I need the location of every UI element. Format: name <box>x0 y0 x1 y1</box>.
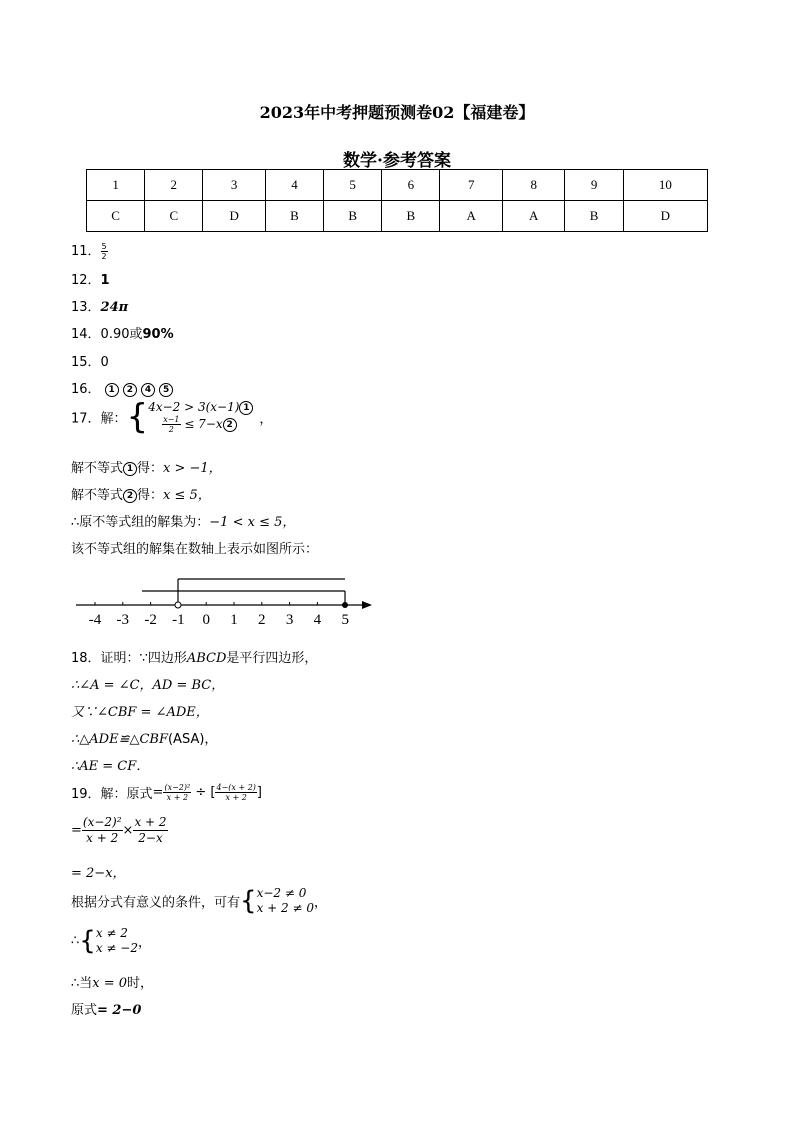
circled-number: 1 <box>123 462 137 476</box>
question-label: 17．解： <box>71 411 127 427</box>
q17-step1: 解不等式 1 得：x > −1， <box>71 461 222 476</box>
answer-table-number-cell: 2 <box>145 170 203 201</box>
answer-table-answer-row <box>87 201 708 232</box>
q17-step2: 解不等式 2 得：x ≤ 5， <box>71 488 211 503</box>
fraction-numerator: 5 <box>101 242 107 251</box>
q17-system: 17．解：{ 4x−2 > 3(x−1) 1 $\frac{x-1}{2}$ ≤ 7−x 2 ， <box>71 397 273 437</box>
answer-15 <box>71 351 109 370</box>
answer-table-number-cell: 5 <box>324 170 382 201</box>
q19-line7: 原式= 2−0 <box>71 1003 142 1018</box>
number-line-tick-label: -4 <box>88 612 102 628</box>
answer-table-number-cell: 10 <box>623 170 707 201</box>
q18-line3: 又∵∠CBF = ∠ADE， <box>71 705 209 720</box>
number-line-tick-label: 0 <box>202 612 210 628</box>
circled-number: 2 <box>123 489 137 503</box>
answer-value-a: 0.90 <box>100 327 130 342</box>
question-label: 13． <box>71 300 101 315</box>
q17-step4: 该不等式组的解集在数轴上表示如图所示： <box>71 542 319 557</box>
answer-table-number-cell: 1 <box>87 170 145 201</box>
page-title: 2023年中考押题预测卷02【福建卷】 <box>259 103 535 122</box>
question-label: 14． <box>71 327 101 342</box>
q19-line1: 19．解：原式= $\frac{\text{(x−2)²}}{x + 2}$ ÷ [ $\frac{4-(x + 2)}{x + 2}$ ] <box>71 783 262 802</box>
question-label: 12． <box>71 273 101 288</box>
number-line-tick-label: -1 <box>172 612 185 628</box>
q19-line5: ∴{ x ≠ 2 x ≠ −2 ， <box>71 926 151 956</box>
answer-table-number-row <box>87 170 708 201</box>
answer-table-number-cell: 3 <box>203 170 266 201</box>
page-subtitle: 数学·参考答案 <box>343 151 451 171</box>
number-line-tick-label: 5 <box>341 612 349 628</box>
fraction: $\frac{\text{(x−2)²}}{x + 2}$ <box>82 815 122 845</box>
inequality-system <box>148 400 253 434</box>
answer-table-number-cell: 9 <box>565 170 623 201</box>
question-label: 11． <box>71 244 101 259</box>
number-line-figure <box>70 570 380 630</box>
or-text: 或 <box>129 327 143 342</box>
answer-table-answer-cell: C <box>145 201 203 232</box>
q19-line6: ∴当x = 0时， <box>71 976 154 991</box>
inequality-1: 4x−2 > 3(x−1) 1 <box>148 400 253 415</box>
q18-line5: ∴AE = CF． <box>71 759 150 774</box>
answer-value: 0 <box>100 355 109 370</box>
answer-table-answer-cell: B <box>265 201 323 232</box>
answer-12 <box>71 269 110 288</box>
circled-number: 2 <box>123 383 137 397</box>
fraction: $\frac{4-(x + 2)}{x + 2}$ <box>216 783 256 802</box>
circled-number: 5 <box>159 383 173 397</box>
answer-table-answer-cell: D <box>623 201 707 232</box>
q19-line3: = 2−x， <box>71 866 126 881</box>
answer-table-answer-cell: B <box>382 201 440 232</box>
fraction <box>101 242 108 261</box>
answer-value: 1 <box>100 273 110 288</box>
answer-table-number-cell: 7 <box>440 170 503 201</box>
answer-table-number-cell: 4 <box>265 170 323 201</box>
q19-line4: 根据分式有意义的条件，可有{ x−2 ≠ 0 x + 2 ≠ 0 ， <box>71 886 327 916</box>
answer-table-number-cell: 8 <box>502 170 565 201</box>
open-point <box>175 602 181 608</box>
answer-table-answer-cell: B <box>565 201 623 232</box>
circled-number: 2 <box>223 418 237 432</box>
circled-number: 4 <box>141 383 155 397</box>
fraction-denominator: 2 <box>101 252 107 261</box>
question-label: 15． <box>71 355 101 370</box>
number-line-tick-label: -2 <box>144 612 157 628</box>
answer-14 <box>71 323 174 342</box>
q18-line1: 18．证明：∵四边形ABCD是平行四边形， <box>71 651 318 666</box>
answer-11 <box>71 240 108 261</box>
fraction: $\frac{x + 2}{2-x}$ <box>134 815 167 845</box>
fraction: $\frac{\text{(x−2)²}}{x + 2}$ <box>164 783 191 802</box>
q18-line2: ∴∠A = ∠C，AD = BC， <box>71 678 225 693</box>
q18-line4: ∴△ADE≌△CBF(ASA)， <box>71 732 218 747</box>
left-brace: { <box>126 397 149 437</box>
closed-point <box>342 602 348 608</box>
inequality-2: $\frac{x-1}{2}$ ≤ 7−x 2 <box>162 415 253 434</box>
circled-number: 1 <box>239 401 253 415</box>
number-line-tick-label: 3 <box>285 612 294 628</box>
answer-16 <box>71 378 173 397</box>
answer-value-b: 90% <box>142 327 174 342</box>
answer-value: 24π <box>100 300 129 315</box>
question-label: 16． <box>71 382 101 397</box>
fraction: $\frac{x-1}{2}$ <box>163 415 180 434</box>
number-line-tick-label: 1 <box>230 612 238 628</box>
answer-table-answer-cell: A <box>440 201 503 232</box>
number-line-ticks <box>89 602 349 628</box>
answer-table-answer-cell: A <box>502 201 565 232</box>
number-line-tick-label: 4 <box>313 612 322 628</box>
answer-table-answer-cell: B <box>324 201 382 232</box>
q19-line2: = $\frac{\text{(x−2)²}}{x + 2}$ × $\frac{x + 2}{2-x}$ <box>71 815 167 845</box>
number-line-tick-label: 2 <box>258 612 266 628</box>
answer-table-number-cell: 6 <box>382 170 440 201</box>
answer-13 <box>71 296 128 315</box>
answer-table-answer-cell: D <box>203 201 266 232</box>
circled-number: 1 <box>105 383 119 397</box>
q17-step3: ∴原不等式组的解集为：−1 < x ≤ 5， <box>71 515 296 530</box>
answer-table <box>86 169 708 232</box>
answer-table-answer-cell: C <box>87 201 145 232</box>
number-line-arrow <box>362 601 372 609</box>
number-line-tick-label: -3 <box>116 612 130 628</box>
